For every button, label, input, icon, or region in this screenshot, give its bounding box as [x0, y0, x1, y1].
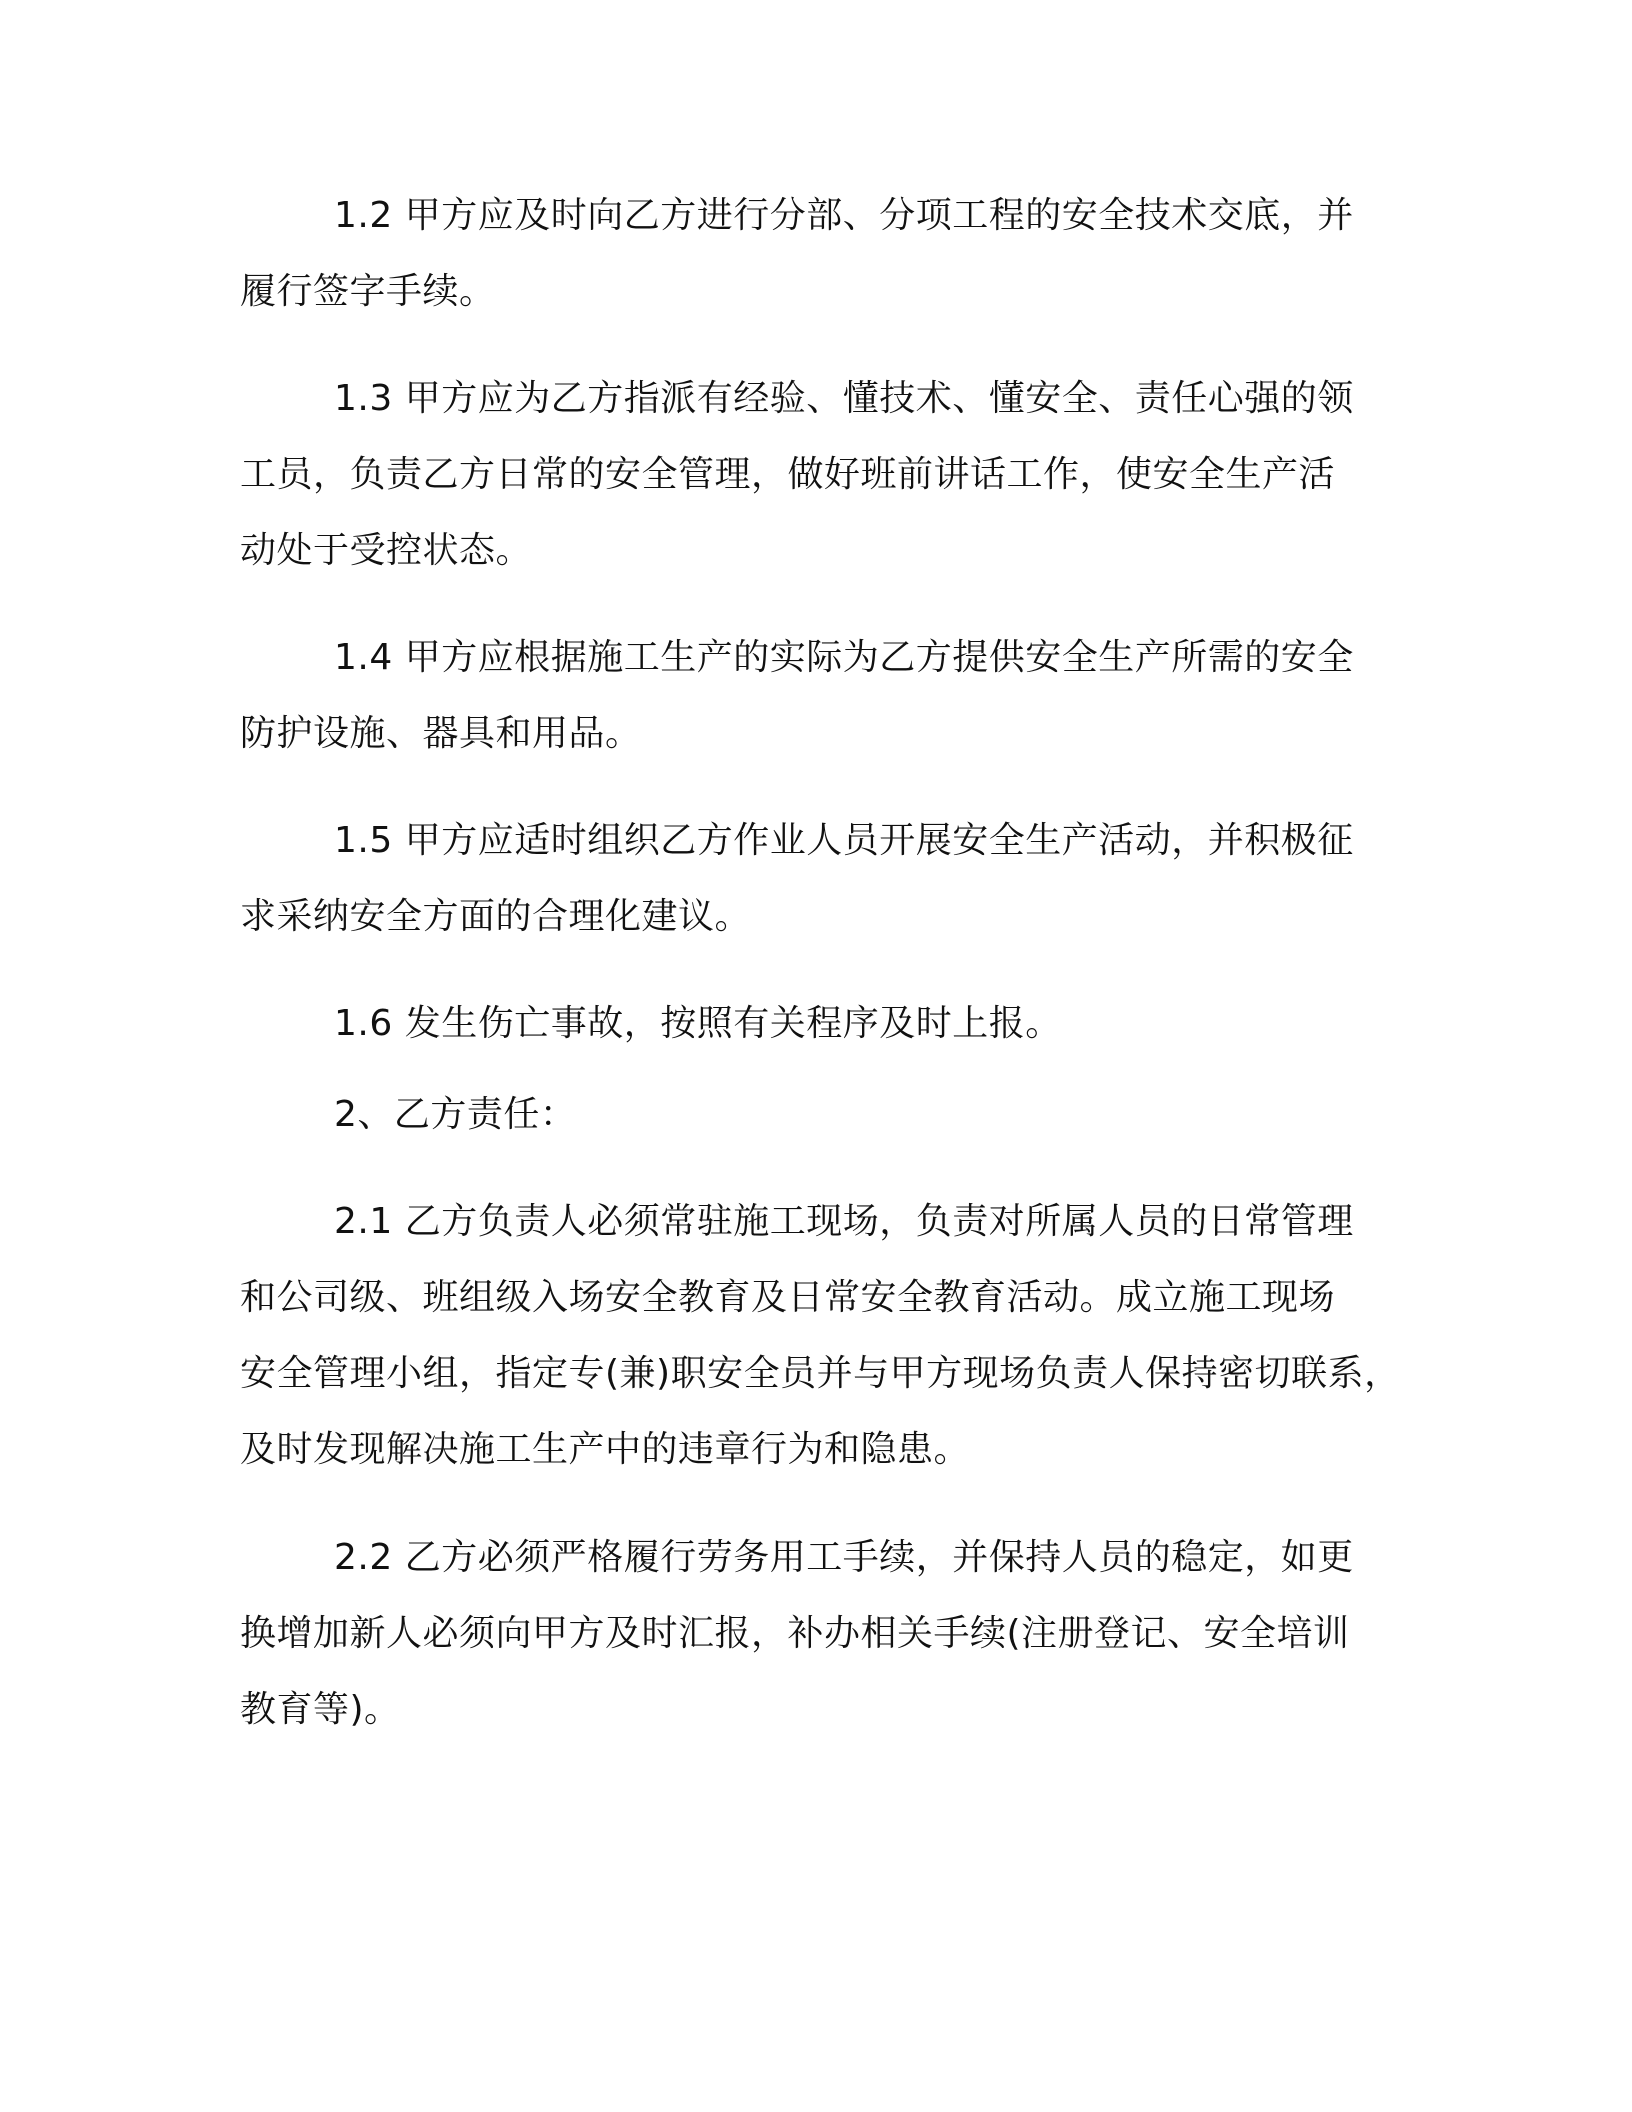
paragraph-1-5-line-1: 1.5 甲方应适时组织乙方作业人员开展安全生产活动，并积极征: [334, 820, 1354, 861]
paragraph-2-1-line-1: 2.1 乙方负责人必须常驻施工现场，负责对所属人员的日常管理: [334, 1201, 1354, 1242]
paragraph-2-2-line-1: 2.2 乙方必须严格履行劳务用工手续，并保持人员的稳定，如更: [334, 1537, 1354, 1578]
paragraph-1-4-line-1: 1.4 甲方应根据施工生产的实际为乙方提供安全生产所需的安全: [334, 637, 1354, 678]
paragraph-2-1-line-4: 及时发现解决施工生产中的违章行为和隐患。: [240, 1429, 971, 1470]
paragraph-2-2-line-2: 换增加新人必须向甲方及时汇报，补办相关手续(注册登记、安全培训: [240, 1613, 1350, 1654]
paragraph-1-2-line-1: 1.2 甲方应及时向乙方进行分部、分项工程的安全技术交底，并: [334, 195, 1354, 236]
paragraph-2-1-line-2: 和公司级、班组级入场安全教育及日常安全教育活动。成立施工现场: [240, 1277, 1336, 1318]
paragraph-1-6-line-1: 1.6 发生伤亡事故，按照有关程序及时上报。: [334, 1003, 1062, 1044]
paragraph-1-4-line-2: 防护设施、器具和用品。: [240, 713, 642, 754]
paragraph-1-3-line-1: 1.3 甲方应为乙方指派有经验、懂技术、懂安全、责任心强的领: [334, 378, 1354, 419]
paragraph-2-1-line-3: 安全管理小组，指定专(兼)职安全员并与甲方现场负责人保持密切联系，: [240, 1353, 1401, 1394]
paragraph-1-3-line-2: 工员，负责乙方日常的安全管理，做好班前讲话工作，使安全生产活: [240, 454, 1336, 495]
paragraph-1-3-line-3: 动处于受控状态。: [240, 530, 533, 571]
section-2-heading: 2、乙方责任：: [334, 1094, 577, 1135]
paragraph-1-2-line-2: 履行签字手续。: [240, 271, 496, 312]
paragraph-1-5-line-2: 求采纳安全方面的合理化建议。: [240, 896, 752, 937]
paragraph-2-2-line-3: 教育等)。: [240, 1689, 401, 1730]
